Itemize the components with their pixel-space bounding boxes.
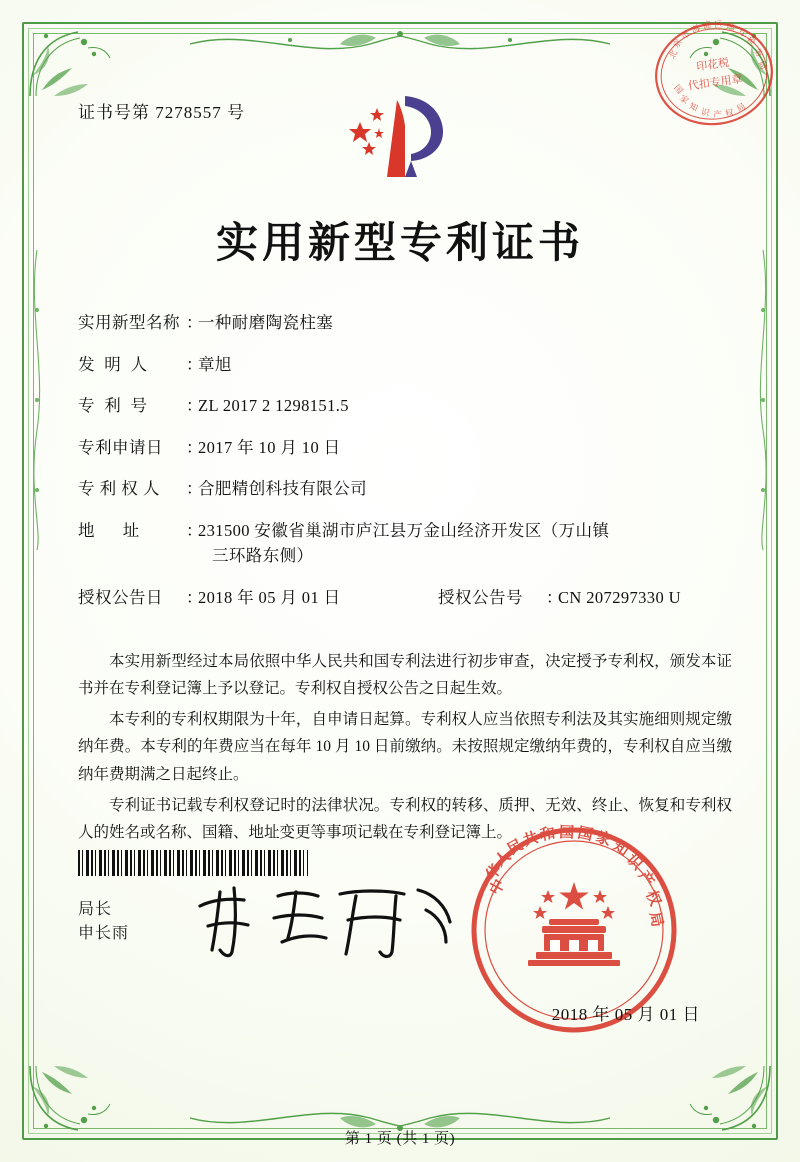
field-list: [78, 315, 730, 606]
field-value: [198, 520, 730, 565]
signature-block: [78, 898, 129, 946]
field-colon: ：: [186, 479, 203, 498]
field-value: 合肥精创科技有限公司: [198, 479, 367, 498]
field-colon: ：: [546, 587, 563, 607]
signature-name: 申长雨: [78, 925, 130, 942]
svg-text:和: 和: [539, 824, 557, 844]
svg-text:务: 务: [751, 46, 765, 60]
svg-text:北: 北: [667, 48, 681, 61]
field-colon: ：: [186, 520, 203, 540]
svg-text:产: 产: [634, 867, 659, 890]
barcode: [78, 850, 308, 876]
svg-text:权: 权: [642, 887, 665, 909]
field-colon: ：: [186, 313, 203, 332]
patent-office-logo-icon: [325, 82, 475, 187]
page-title: 实用新型专利证书: [215, 218, 584, 267]
svg-text:市: 市: [679, 28, 693, 43]
svg-text:家: 家: [677, 93, 691, 107]
svg-text:知: 知: [609, 836, 633, 860]
field-patent-number: [78, 398, 730, 415]
svg-text:识: 识: [623, 850, 647, 874]
svg-text:共: 共: [520, 828, 541, 850]
certificate-number: 证书号第 7278557 号: [78, 103, 245, 122]
field-label: 授权公告号: [438, 587, 523, 607]
seal-date: 2018 年 05 月 01 日: [551, 1005, 700, 1024]
field-value: CN 207297330 U: [558, 587, 681, 607]
svg-text:海: 海: [689, 23, 703, 37]
field-utility-model-name: [78, 315, 730, 332]
svg-text:地: 地: [725, 21, 736, 34]
field-value: 章旭: [198, 354, 232, 374]
field-value: 2018 年 05 月 01 日: [198, 587, 341, 607]
svg-text:国: 国: [671, 83, 685, 97]
svg-text:知: 知: [687, 101, 700, 115]
svg-text:方: 方: [735, 26, 747, 40]
paragraph: 专利证书记载专利权登记时的法律状况。专利权的转移、质押、无效、终止、恢复和专利权人的姓名或名称、国籍、地址变更等事项记载在专利登记簿上。: [78, 796, 732, 841]
paragraph: 本实用新型经过本局依照中华人民共和国专利法进行初步审查，决定授予专利权，颁发本证书并在专利登记簿上予以登记。专利权自授权公告之日起生效。: [78, 653, 732, 698]
side-vine-ornament-icon: [22, 250, 52, 550]
svg-text:国: 国: [576, 823, 595, 845]
field-patentee: [78, 481, 730, 498]
field-colon: ：: [186, 587, 203, 607]
svg-text:人: 人: [491, 846, 515, 871]
field-grant-announcement-row: [78, 587, 730, 607]
field-value: 一种耐磨陶瓷柱塞: [198, 313, 334, 332]
svg-text:区: 区: [713, 19, 724, 31]
field-application-date: [78, 437, 730, 457]
svg-text:代扣专用章: 代扣专用章: [687, 72, 744, 93]
svg-text:权: 权: [724, 107, 736, 120]
paragraph: 本专利的专利权期限为十年，自申请日起算。专利权人应当依照专利法及其实施细则规定缴纳年费。本专利的年费应当在每年 10 月 10 日前缴纳。未按照规定缴纳年费的，专利权自应当缴纳年费期满之日起终止。: [78, 711, 732, 783]
svg-text:局: 局: [646, 910, 667, 929]
svg-text:税: 税: [744, 35, 757, 49]
svg-text:国: 国: [558, 823, 575, 842]
svg-text:华: 华: [481, 860, 506, 884]
certificate-content: [60, 60, 740, 1102]
handwritten-signature: [190, 880, 460, 962]
field-colon: ：: [186, 396, 203, 415]
svg-text:淀: 淀: [701, 19, 713, 32]
field-colon: ：: [186, 354, 203, 374]
svg-text:京: 京: [671, 37, 685, 51]
side-vine-ornament-icon: [748, 250, 778, 550]
field-label: 发 明 人: [78, 354, 148, 374]
field-label: 地 址: [78, 520, 140, 540]
svg-text:民: 民: [504, 835, 527, 859]
address-line-1: 231500 安徽省巢湖市庐江县万金山经济开发区（万山镇: [198, 520, 610, 540]
signature-role-label: 局长: [78, 901, 113, 918]
field-grant-announcement-date: [78, 587, 438, 607]
field-label: 实用新型名称: [78, 313, 180, 332]
field-value: ZL 2017 2 1298151.5: [198, 396, 349, 415]
field-label: 专利申请日: [78, 437, 163, 457]
address-line-2: 三环路东侧）: [212, 546, 314, 565]
svg-text:产: 产: [713, 110, 722, 121]
svg-text:中: 中: [485, 876, 509, 898]
svg-text:识: 识: [699, 107, 711, 119]
svg-text:印花税: 印花税: [695, 55, 730, 74]
field-address: [78, 520, 730, 565]
page-indicator: 第 1 页 (共 1 页): [344, 1131, 456, 1147]
field-grant-announcement-number: [438, 587, 730, 607]
svg-text:局: 局: [735, 101, 748, 115]
field-inventor: [78, 354, 730, 374]
svg-text:家: 家: [593, 827, 615, 850]
field-label: 专 利 权 人: [78, 479, 160, 498]
field-label: 授权公告日: [78, 587, 163, 607]
field-colon: ：: [186, 437, 203, 457]
field-value: 2017 年 10 月 10 日: [198, 437, 341, 457]
svg-text:局: 局: [755, 59, 769, 72]
field-label: 专 利 号: [78, 396, 148, 415]
